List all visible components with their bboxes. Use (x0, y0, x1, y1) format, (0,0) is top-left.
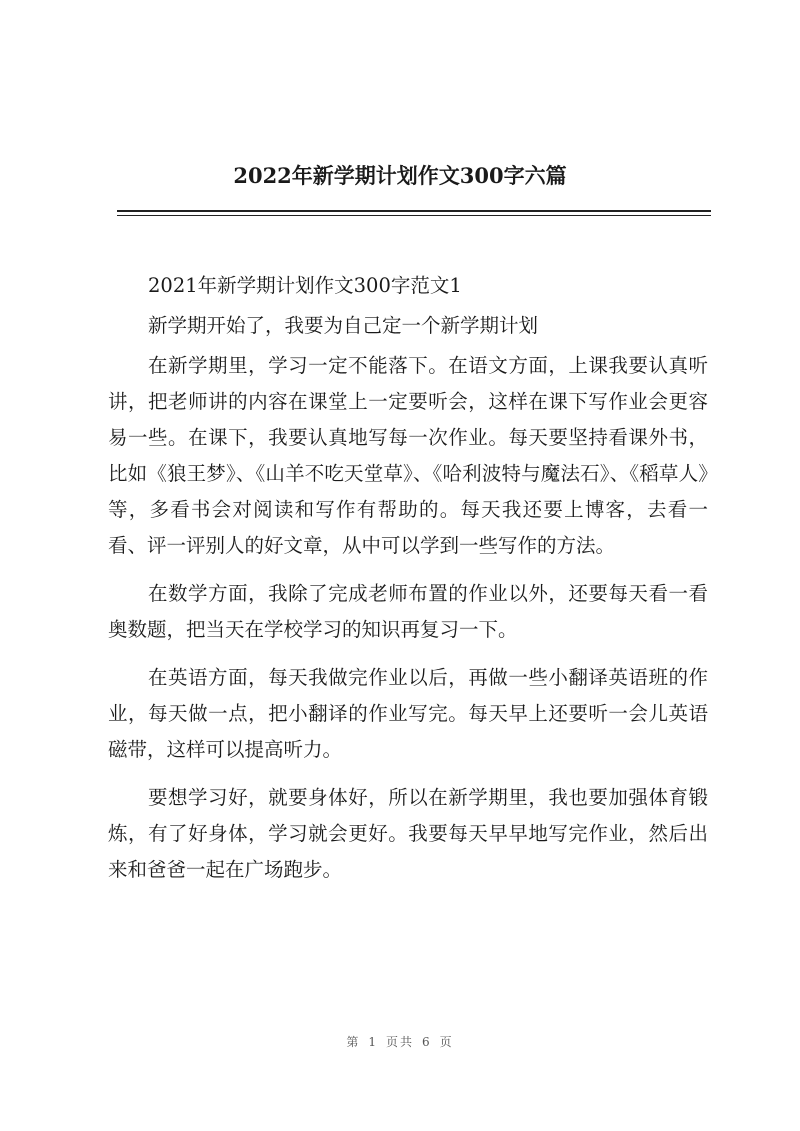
title-divider (117, 210, 711, 212)
paragraph: 新学期开始了，我要为自己定一个新学期计划 (148, 314, 539, 337)
document-body (108, 268, 708, 900)
page-label-middle: 页共 (385, 1035, 414, 1049)
title-divider-thin (117, 215, 711, 216)
document-title: 2022年新学期计划作文300字六篇 (233, 163, 567, 188)
page-label-suffix: 页 (439, 1035, 454, 1049)
paragraph: 在英语方面，每天我做完作业以后，再做一些小翻译英语班的作业，每天做一点，把小翻译的作业写完。每天早上还要听一会儿英语磁带，这样可以提高听力。 (108, 666, 708, 761)
paragraph: 在新学期里，学习一定不能落下。在语文方面，上课我要认真听讲，把老师讲的内容在课堂上一定要听会，这样在课下写作业会更容易一些。在课下，我要认真地写每一次作业。每天要坚持看课外书，比如《狼王梦》、《山羊不吃天堂草》、《哈利波特与魔法石》、《稻草人》等，多看书会对阅读和写作有帮助的。每天我还要上博客，去看一看、评一评别人的好文章，从中可以学到一些写作的方法。 (108, 354, 708, 557)
page-footer (0, 1033, 800, 1050)
total-pages: 6 (422, 1035, 432, 1049)
page-number: 1 (368, 1035, 378, 1049)
paragraph: 要想学习好，就要身体好，所以在新学期里，我也要加强体育锻炼，有了好身体，学习就会更好。我要每天早早地写完作业，然后出来和爸爸一起在广场跑步。 (108, 786, 708, 881)
section-heading: 2021年新学期计划作文300字范文1 (148, 274, 462, 297)
paragraph: 在数学方面，我除了完成老师布置的作业以外，还要每天看一看奥数题，把当天在学校学习的知识再复习一下。 (108, 582, 708, 641)
page-label-prefix: 第 (346, 1035, 361, 1049)
